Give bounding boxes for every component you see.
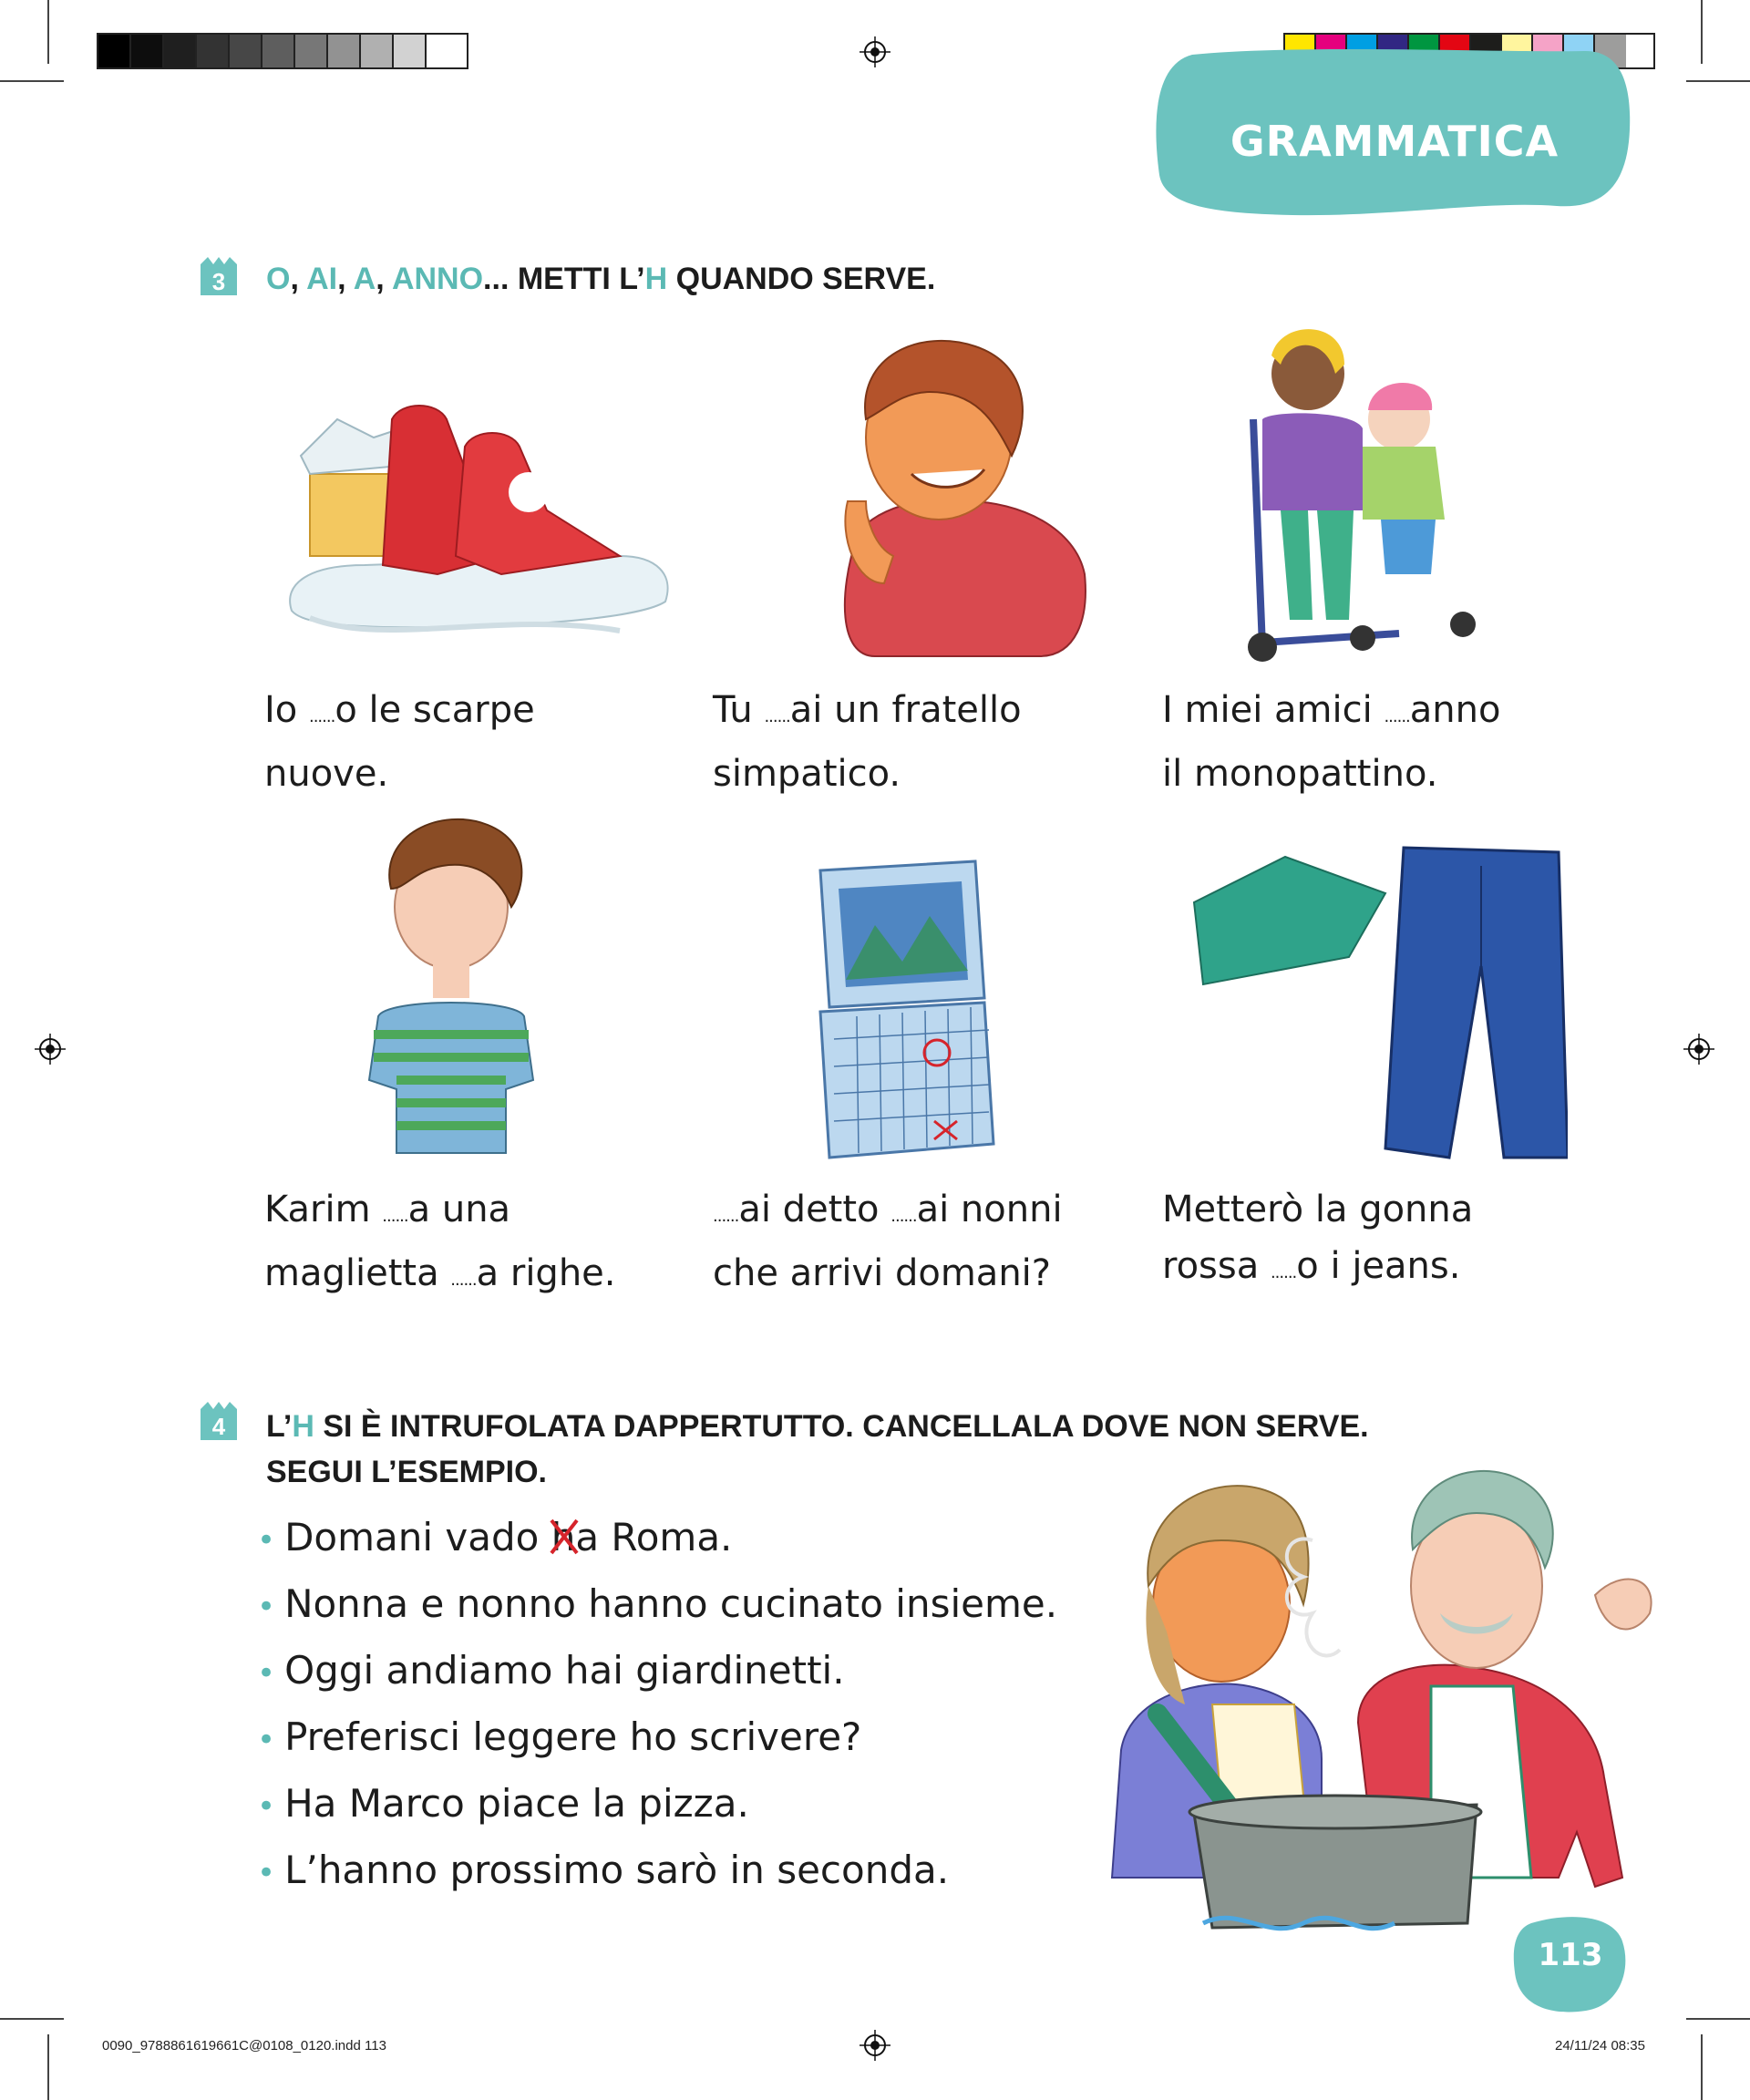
sentence-text: Oggi andiamo hai giardinetti. [284, 1648, 845, 1693]
registration-mark-icon [860, 2030, 890, 2061]
crop-mark [1686, 2018, 1750, 2020]
sentence-text: Io [264, 689, 309, 731]
sentence-text: L’hanno prossimo sarò in seconda. [284, 1848, 950, 1892]
bullet-icon: • [257, 1589, 276, 1625]
instruction-text: , [376, 262, 392, 296]
svg-text:4: 4 [211, 1413, 226, 1440]
registration-mark-icon [860, 36, 890, 67]
sentence-text: rossa [1162, 1245, 1271, 1287]
fill-in-blank[interactable]: ...... [450, 1271, 477, 1290]
sentence-text: o i jeans. [1296, 1245, 1461, 1287]
struck-letter[interactable] [551, 1504, 576, 1570]
exercise-3-item-6 [1162, 1181, 1563, 1302]
sentence-text: a Roma. [575, 1515, 733, 1560]
sentence-text: il monopattino. [1162, 753, 1438, 795]
sentence-text: Nonna e nonno hanno cucinato insieme. [284, 1581, 1058, 1626]
exercise-3-item-3 [1162, 682, 1563, 802]
crop-mark [47, 2034, 49, 2100]
list-item [257, 1504, 1057, 1570]
bullet-icon: • [257, 1655, 276, 1692]
sentence-text: o le scarpe [335, 689, 535, 731]
exercise-4-sentence-list [257, 1504, 1057, 1903]
fill-in-blank[interactable]: ...... [1270, 1263, 1297, 1282]
instruction-highlight: H [292, 1409, 314, 1444]
sentence-text: Tu [713, 689, 765, 731]
crop-mark [1686, 80, 1750, 82]
instruction-text: , [290, 262, 307, 296]
instruction-text: ... METTI L’ [483, 262, 645, 296]
fill-in-blank[interactable]: ...... [713, 1207, 739, 1226]
skirt-and-jeans-illustration [1167, 839, 1568, 1167]
svg-text:3: 3 [211, 268, 226, 295]
instruction-highlight: H [644, 262, 668, 296]
exercise-4-instruction-line2: SEGUI L’ESEMPIO. [266, 1455, 547, 1489]
sentence-text: Karim [264, 1189, 383, 1230]
fill-in-blank[interactable]: ...... [764, 707, 790, 726]
registration-mark-icon [35, 1034, 66, 1065]
sentence-text: I miei amici [1162, 689, 1385, 731]
exercise-number-crown-icon [199, 255, 239, 297]
list-item[interactable] [257, 1704, 1057, 1770]
struck-letter-text: h [551, 1515, 576, 1560]
list-item[interactable] [257, 1770, 1057, 1837]
crop-mark [47, 0, 49, 64]
sentence-text: Metterò la gonna [1162, 1189, 1474, 1230]
instruction-highlight: ANNO [391, 262, 484, 296]
instruction-highlight: AI [306, 262, 338, 296]
fill-in-blank[interactable]: ...... [890, 1207, 917, 1226]
page-number: 113 [1538, 1937, 1603, 1973]
sentence-text: che arrivi domani? [713, 1252, 1052, 1294]
boy-striped-shirt-illustration [360, 816, 542, 1162]
sentence-text: maglietta [264, 1252, 451, 1294]
fill-in-blank[interactable]: ...... [1384, 707, 1410, 726]
sentence-text: ai nonni [916, 1189, 1063, 1230]
crop-mark [0, 2018, 64, 2020]
grayscale-calibration-bar [97, 33, 468, 69]
sentence-text: a righe. [476, 1252, 616, 1294]
sentence-text: nuove. [264, 753, 389, 795]
sentence-text: anno [1409, 689, 1501, 731]
bullet-icon: • [257, 1855, 276, 1891]
fill-in-blank[interactable]: ...... [308, 707, 335, 726]
instruction-text: SI È INTRUFOLATA DAPPERTUTTO. CANCELLALA DOVE NON SERVE. [314, 1409, 1369, 1444]
instruction-text: , [337, 262, 354, 296]
crop-mark [1701, 2034, 1703, 2100]
exercise-3-item-5 [713, 1181, 1114, 1302]
instruction-text: QUANDO SERVE. [667, 262, 936, 296]
print-file-info: 0090_9788861619661C@0108_0120.indd 113 [102, 2038, 386, 2054]
list-item[interactable] [257, 1570, 1057, 1637]
bullet-icon: • [257, 1522, 276, 1559]
exercise-3-item-4 [264, 1181, 665, 1309]
exercise-3-instruction [266, 262, 935, 297]
red-sneakers-illustration [273, 383, 684, 647]
sentence-text: a una [407, 1189, 511, 1230]
sentence-text: simpatico. [713, 753, 901, 795]
sentence-text: Ha Marco piace la pizza. [284, 1781, 749, 1826]
registration-mark-icon [1683, 1034, 1714, 1065]
list-item[interactable] [257, 1837, 1057, 1903]
crop-mark [1701, 0, 1703, 64]
print-timestamp: 24/11/24 08:35 [1555, 2038, 1645, 2054]
bullet-icon: • [257, 1722, 276, 1758]
instruction-text: L’ [266, 1409, 293, 1444]
sentence-text: ai detto [738, 1189, 891, 1230]
boy-thinking-illustration [802, 319, 1103, 665]
exercise-4-instruction [266, 1409, 1369, 1445]
exercise-number-crown-icon [199, 1400, 239, 1442]
crop-mark [0, 80, 64, 82]
instruction-highlight: O [266, 262, 291, 296]
sentence-text: Domani vado [284, 1515, 551, 1560]
section-title: GRAMMATICA [1230, 117, 1560, 166]
list-item[interactable] [257, 1637, 1057, 1704]
grandparents-cooking-illustration [1085, 1449, 1704, 1960]
exercise-3-item-1 [264, 682, 665, 802]
strike-cross-icon [548, 1517, 581, 1557]
sentence-text: ai un fratello [789, 689, 1022, 731]
instruction-highlight: A [353, 262, 376, 296]
kids-on-scooter-illustration [1226, 319, 1499, 665]
sentence-text: Preferisci leggere ho scrivere? [284, 1714, 862, 1759]
bullet-icon: • [257, 1788, 276, 1825]
fill-in-blank[interactable]: ...... [382, 1207, 408, 1226]
exercise-3-item-2 [713, 682, 1114, 802]
calendar-illustration [802, 843, 1003, 1167]
